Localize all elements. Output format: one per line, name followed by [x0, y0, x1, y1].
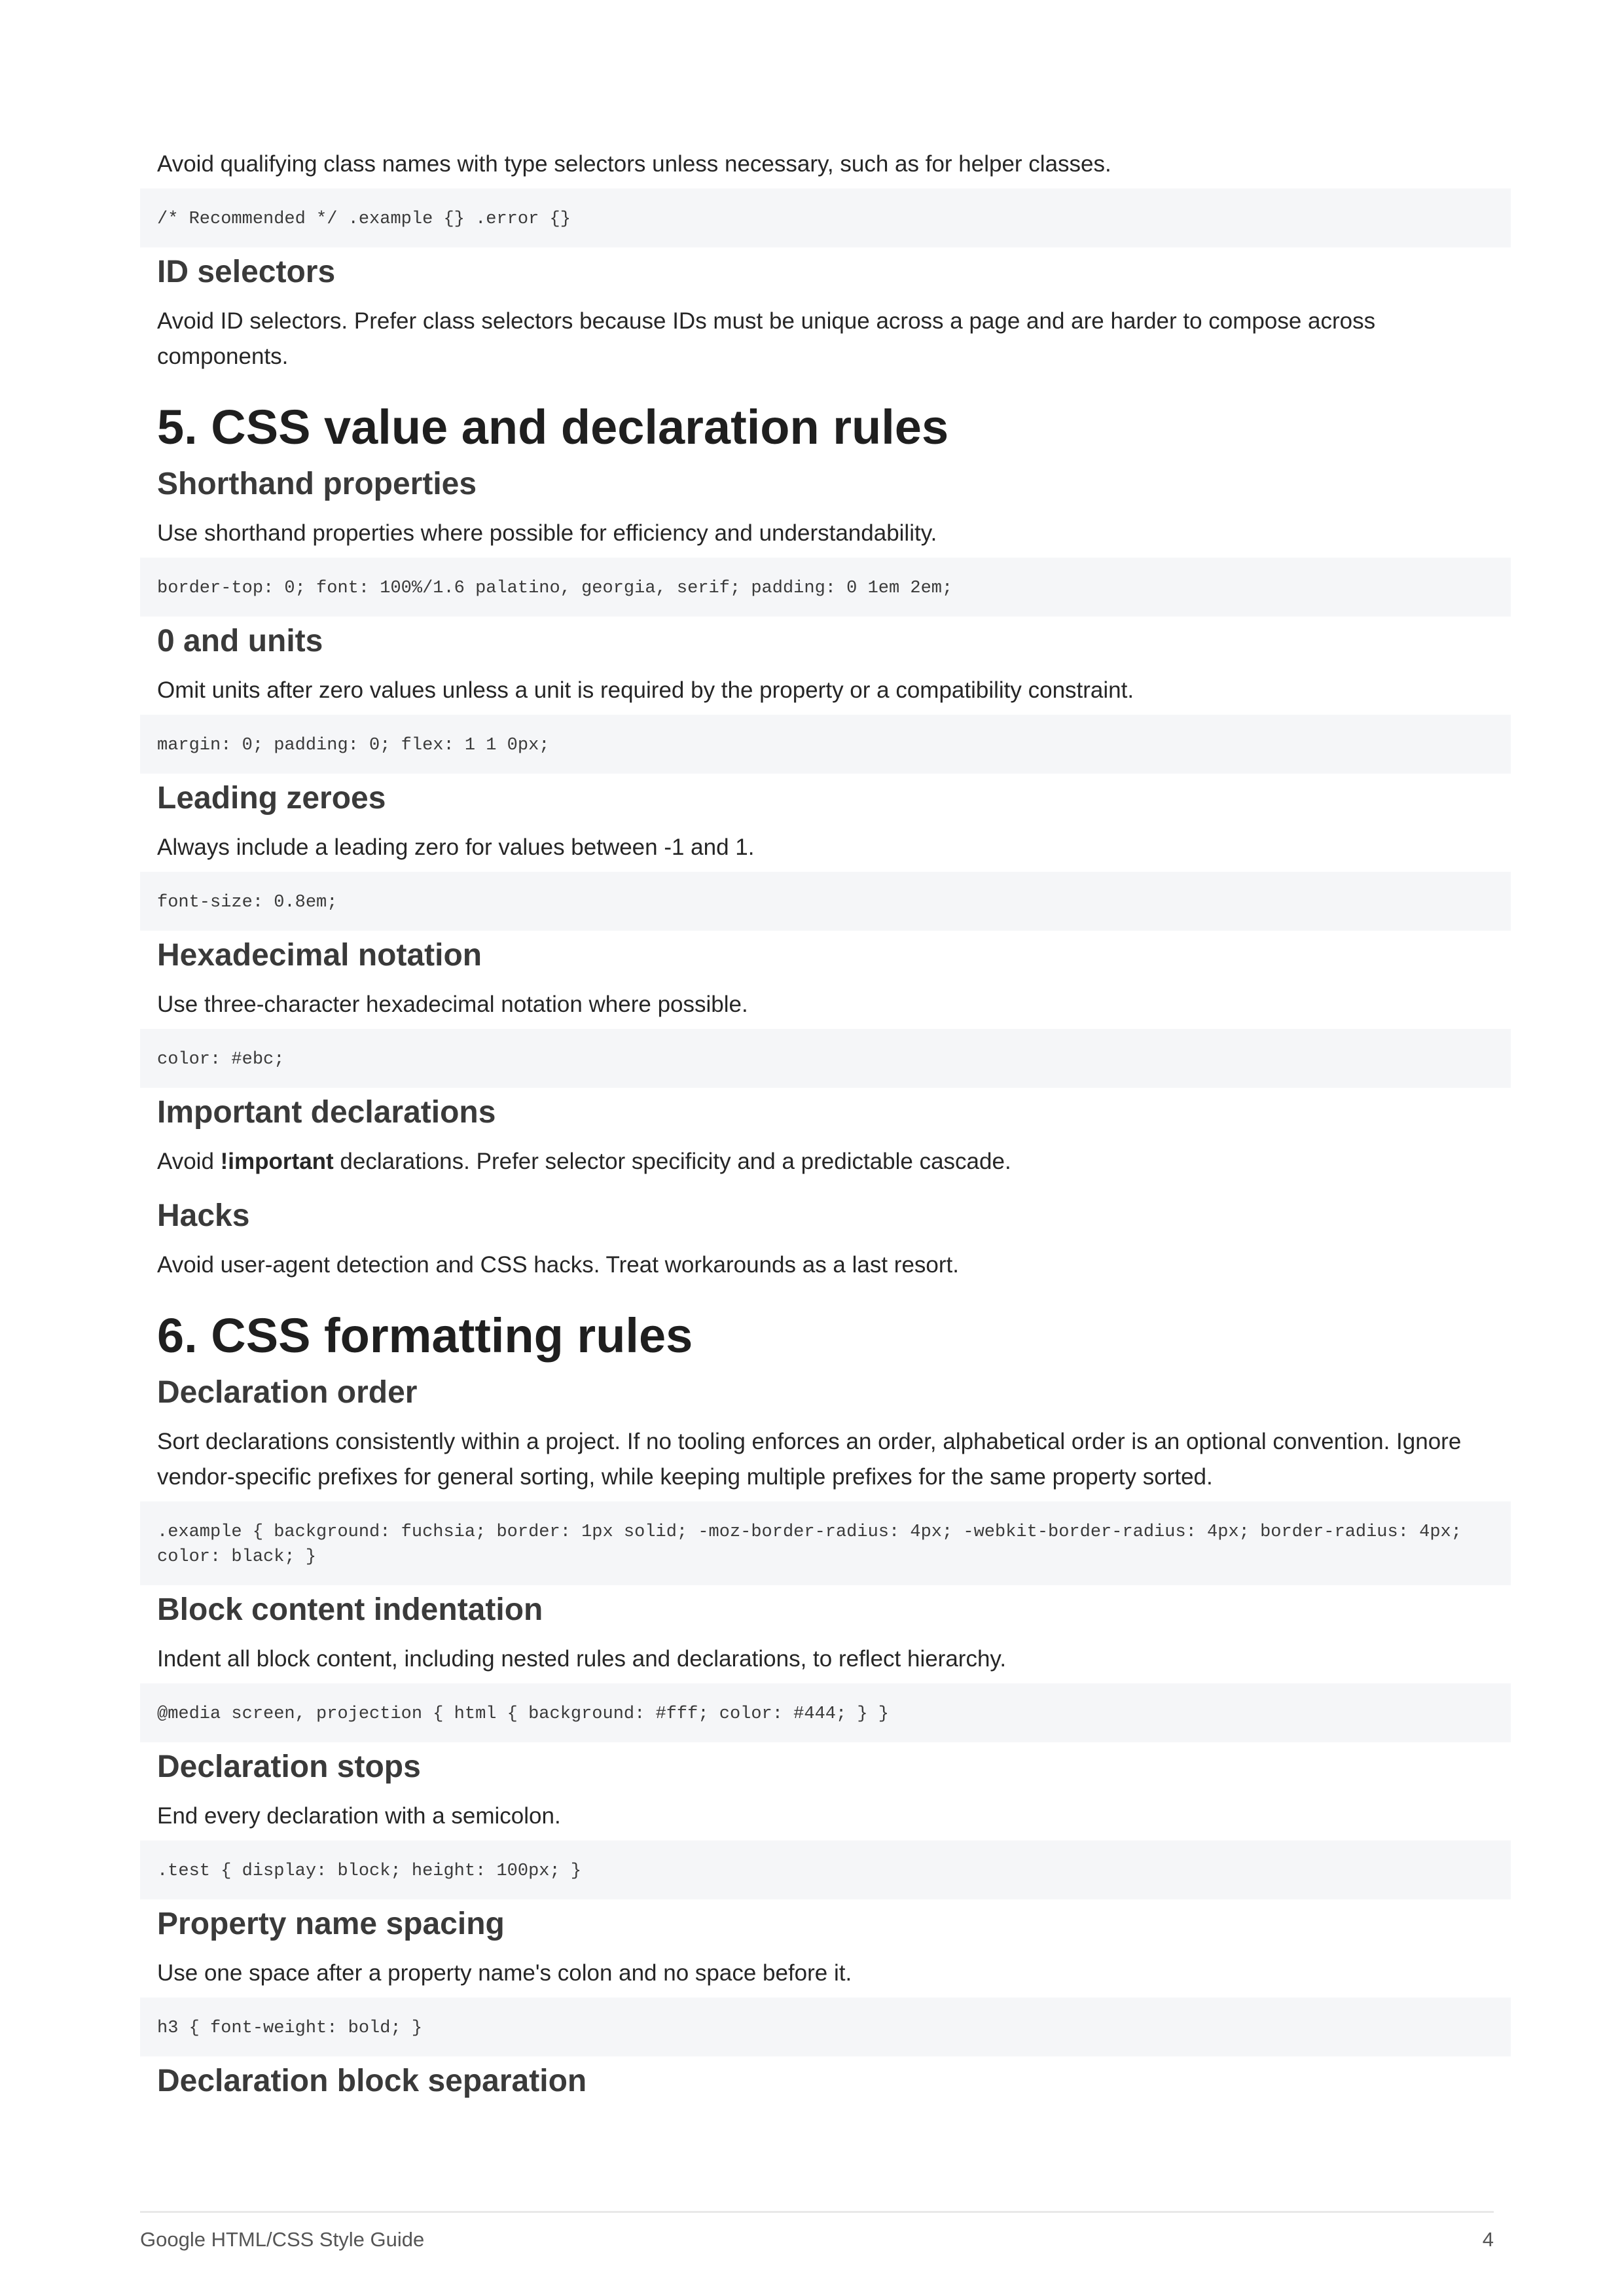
property-spacing-code-block: h3 { font-weight: bold; } [140, 1998, 1511, 2056]
important-text-before: Avoid [157, 1149, 221, 1174]
section-6-heading: 6. CSS formatting rules [157, 1308, 693, 1363]
important-heading: Important declarations [157, 1095, 496, 1130]
hex-paragraph: Use three-character hexadecimal notation where possible. [157, 992, 748, 1017]
property-spacing-paragraph: Use one space after a property name's colon and no space before it. [157, 1960, 852, 1986]
intro-code-block: /* Recommended */ .example {} .error {} [140, 188, 1511, 247]
section-5-heading: 5. CSS value and declaration rules [157, 400, 949, 454]
hacks-heading: Hacks [157, 1198, 250, 1233]
hex-heading: Hexadecimal notation [157, 938, 482, 973]
block-separation-heading: Declaration block separation [157, 2064, 587, 2098]
leading-zeroes-heading: Leading zeroes [157, 781, 386, 816]
footer-page-number: 4 [1482, 2228, 1494, 2251]
leading-zeroes-code-block: font-size: 0.8em; [140, 872, 1511, 931]
shorthand-code-block: border-top: 0; font: 100%/1.6 palatino, georgia, serif; padding: 0 1em 2em; [140, 558, 1511, 617]
important-keyword: !important [220, 1149, 334, 1174]
shorthand-paragraph: Use shorthand properties where possible for efficiency and understandability. [157, 520, 937, 546]
id-selectors-heading: ID selectors [157, 255, 336, 289]
important-paragraph [157, 1144, 1494, 1179]
block-indentation-paragraph: Indent all block content, including nested rules and declarations, to reflect hierarchy. [157, 1646, 1007, 1672]
footer-divider [140, 2211, 1494, 2213]
zero-units-code-block: margin: 0; padding: 0; flex: 1 1 0px; [140, 715, 1511, 774]
footer-document-title: Google HTML/CSS Style Guide [140, 2228, 425, 2251]
zero-units-heading: 0 and units [157, 624, 323, 658]
intro-paragraph: Avoid qualifying class names with type selectors unless necessary, such as for helper classes. [157, 151, 1111, 177]
zero-units-paragraph: Omit units after zero values unless a unit is required by the property or a compatibility constraint. [157, 677, 1134, 703]
leading-zeroes-paragraph: Always include a leading zero for values between -1 and 1. [157, 834, 755, 860]
declaration-stops-code-block: .test { display: block; height: 100px; } [140, 1840, 1511, 1899]
hex-code-block: color: #ebc; [140, 1029, 1511, 1088]
block-indentation-heading: Block content indentation [157, 1592, 543, 1627]
property-spacing-heading: Property name spacing [157, 1907, 505, 1941]
declaration-order-code-block: .example { background: fuchsia; border: 1px solid; -moz-border-radius: 4px; -webkit-border-radius: 4px; border-radius: 4px; color: black; } [140, 1501, 1511, 1585]
declaration-order-paragraph: Sort declarations consistently within a project. If no tooling enforces an order, alphabetical order is an optional convention. Ignore vendor-specific prefixes for general sorting, while keeping multiple prefixes for the same property sorted. [157, 1429, 1462, 1490]
block-indentation-code-block: @media screen, projection { html { background: #fff; color: #444; } } [140, 1683, 1511, 1742]
declaration-stops-heading: Declaration stops [157, 1749, 421, 1784]
document-page-content [157, 147, 1494, 2113]
declaration-order-heading: Declaration order [157, 1375, 418, 1410]
shorthand-heading: Shorthand properties [157, 467, 477, 501]
declaration-stops-paragraph: End every declaration with a semicolon. [157, 1803, 561, 1829]
id-selectors-paragraph: Avoid ID selectors. Prefer class selectors because IDs must be unique across a page and are harder to compose across components. [157, 308, 1376, 369]
hacks-paragraph: Avoid user-agent detection and CSS hacks. Treat workarounds as a last resort. [157, 1252, 959, 1278]
important-text-after: declarations. Prefer selector specificity and a predictable cascade. [333, 1149, 1011, 1174]
